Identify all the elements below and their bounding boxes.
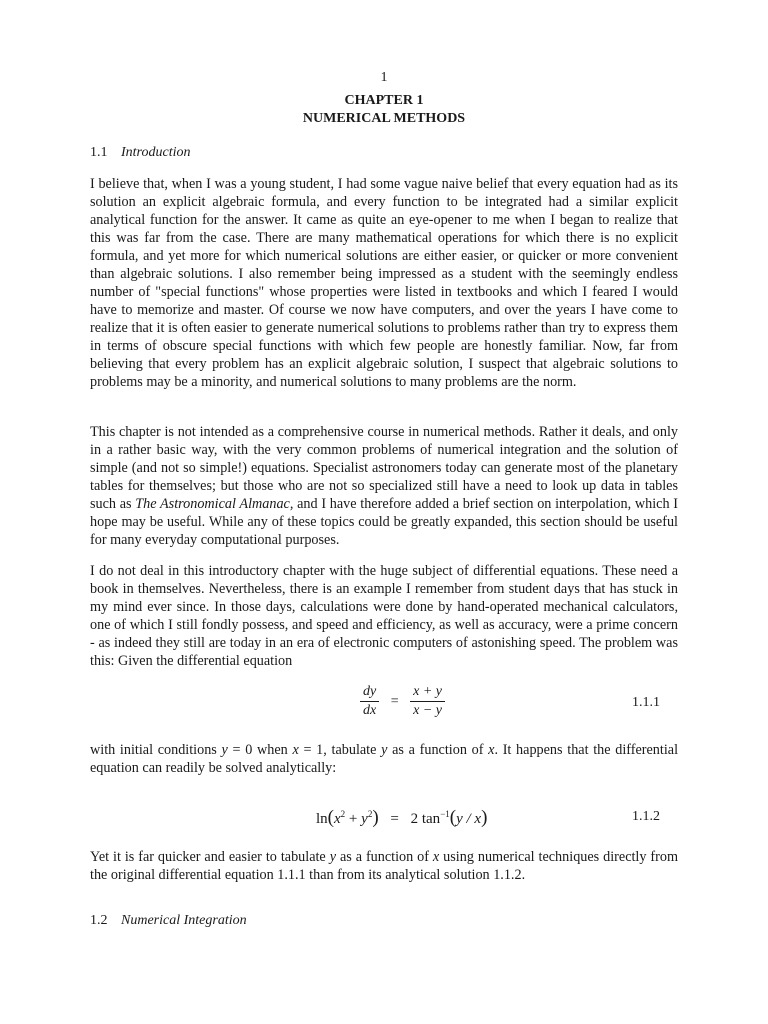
section-number: 1.2 bbox=[90, 913, 108, 928]
paragraph-text: This chapter is not intended as a comprehensive course in numerical methods. Rather it deals, and only in a rather basic way, with the very common problems of numerical integration and the solution of simple (and not so simple!) equations. Specialist astronomers today can generate most of the planetary tables for themselves; but those who are not so specialized still have a need to look up data in tables such as bbox=[90, 424, 678, 512]
fraction-denominator: x − y bbox=[413, 703, 442, 718]
exponent: 2 bbox=[367, 809, 373, 819]
equation-1-1-2 bbox=[90, 807, 678, 831]
section-number: 1.1 bbox=[90, 145, 108, 160]
equation-number: 1.1.1 bbox=[632, 695, 660, 710]
coefficient: 2 bbox=[410, 811, 419, 827]
derivative-fraction bbox=[360, 684, 379, 719]
math-variable: x bbox=[334, 811, 341, 827]
math-variable: x bbox=[432, 849, 440, 865]
paragraph-numerical-vs-analytical bbox=[90, 848, 678, 884]
fraction-numerator: x + y bbox=[410, 684, 445, 702]
math-variable: y bbox=[221, 742, 228, 758]
ln-function: ln bbox=[316, 811, 328, 827]
book-title: The Astronomical Almanac bbox=[135, 496, 290, 512]
paragraph-text: as a function of bbox=[336, 849, 433, 865]
paren: ( bbox=[449, 807, 457, 828]
fraction-denominator: dx bbox=[363, 703, 377, 718]
equals-sign: = bbox=[390, 693, 399, 709]
math-variable: x bbox=[488, 742, 495, 758]
page-number: 1 bbox=[380, 70, 388, 85]
paragraph-text: , and I have therefore added a brief section on interpolation, which I hope may be useful. While any of these topics could be greatly expanded, this section should be useful for many everyday computational purposes. bbox=[90, 496, 678, 548]
paragraph-text: . It happens that the differential equation can readily be solved analytically: bbox=[90, 742, 679, 776]
paren: ) bbox=[372, 807, 379, 828]
section-title: Numerical Integration bbox=[121, 913, 247, 928]
equation-body bbox=[316, 807, 487, 829]
fraction-numerator: dy bbox=[360, 684, 379, 702]
section-heading-numerical-integration bbox=[90, 913, 247, 929]
section-title: Introduction bbox=[121, 145, 191, 160]
math-variable: x bbox=[292, 742, 299, 758]
paragraph-text: as a function of bbox=[387, 742, 489, 758]
paragraph-text: using numerical techniques directly from the original differential equation 1.1.1 than from its analytical solution 1.1.2. bbox=[90, 849, 678, 883]
chapter-label: CHAPTER 1 bbox=[344, 93, 424, 108]
paragraph-text: = 0 when bbox=[227, 742, 293, 758]
rhs-fraction bbox=[410, 684, 445, 719]
math-variable: y bbox=[329, 849, 336, 865]
tan-function: tan bbox=[421, 811, 441, 827]
paren: ) bbox=[481, 807, 488, 828]
math-argument: y / x bbox=[456, 811, 482, 827]
paragraph-initial-conditions bbox=[90, 741, 678, 777]
paragraph-intro-2 bbox=[90, 423, 678, 549]
math-variable: y bbox=[381, 742, 388, 758]
equals-sign: = bbox=[390, 811, 399, 828]
paragraph-intro-3: I do not deal in this introductory chapter with the huge subject of differential equations. These need a book in themselves. Nevertheless, there is an example I remember from student days that has stuck in my mind ever since. In those days, calculations were done by hand-operated mechanical calculators, one of which I still fondly possess, and speed and efficiency, as well as accuracy, were a prime concern - as indeed they still are today in an era of electronic computers of astonishing speed. The problem was this: Given the differential equation bbox=[90, 563, 678, 669]
paren: ( bbox=[327, 807, 334, 828]
plus-sign: + bbox=[345, 811, 362, 827]
inverse-exponent: −1 bbox=[440, 809, 450, 819]
paragraph-text: = 1, tabulate bbox=[298, 742, 382, 758]
math-variable: y bbox=[361, 811, 368, 827]
equation-body bbox=[360, 684, 445, 719]
exponent: 2 bbox=[340, 809, 346, 819]
equation-number: 1.1.2 bbox=[632, 809, 660, 824]
equation-1-1-1 bbox=[90, 684, 678, 724]
section-heading-introduction bbox=[90, 145, 190, 161]
paragraph-text: Yet it is far quicker and easier to tabulate bbox=[90, 849, 330, 865]
paragraph-text: with initial conditions bbox=[90, 742, 222, 758]
chapter-title: NUMERICAL METHODS bbox=[302, 111, 466, 126]
paragraph-intro-1: I believe that, when I was a young student, I had some vague naive belief that every equation had as its solution an explicit algebraic formula, and every function to be integrated had a similar explicit analytical function for the answer. It came as quite an eye-opener to me when I began to realize that this was far from the case. There are many mathematical operations for which there is no explicit formula, and yet more for which numerical solutions are either easier, or quicker or more convenient than algebraic solutions. I also remember being impressed as a student with the seemingly endless number of "special functions" whose properties were listed in textbooks and which I feared I would have to memorize and master. Of course we now have computers, and over the years I have come to realize that it is often easier to generate numerical solutions to problems rather than try to express them in terms of obscure special functions with which few people are honestly familiar. Now, far from believing that every problem has an explicit algebraic solution, I suspect that algebraic solutions to problems may be a minority, and numerical solutions to many problems are the norm. bbox=[90, 176, 678, 390]
